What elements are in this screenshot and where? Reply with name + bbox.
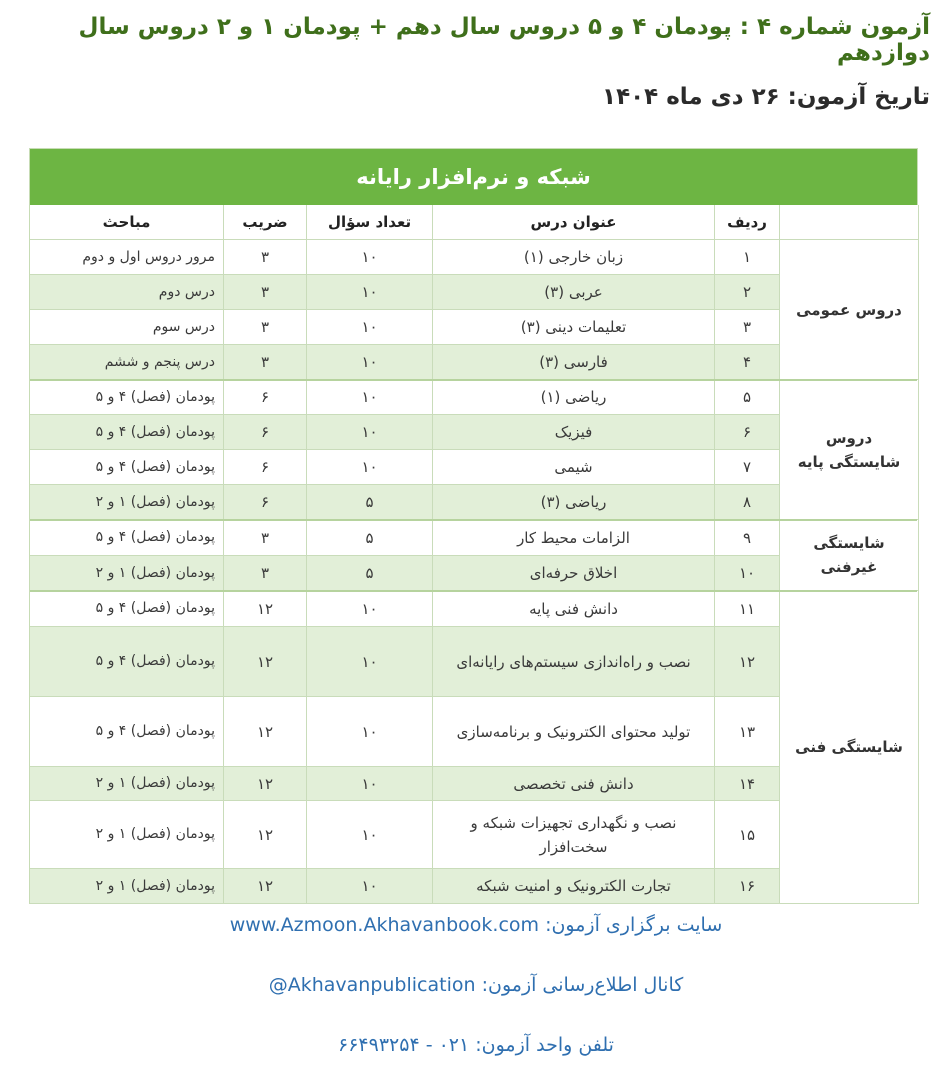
topics: پودمان (فصل) ۴ و ۵	[30, 380, 224, 415]
coefficient: ۱۲	[224, 627, 307, 697]
row-number: ۶	[715, 415, 780, 450]
exam-title: آزمون شماره ۴ : پودمان ۴ و ۵ دروس سال دهم + پودمان ۱ و ۲ دروس سال دوازدهم	[78, 14, 930, 66]
question-count: ۱۰	[307, 869, 433, 904]
coefficient: ۶	[224, 415, 307, 450]
group-divider	[30, 590, 917, 592]
footer-site	[0, 914, 952, 936]
question-count: ۱۰	[307, 345, 433, 380]
phone-number: ۰۲۱ - ۶۶۴۹۳۲۵۴	[338, 1034, 470, 1056]
footer-phone	[0, 1034, 952, 1056]
question-count: ۱۰	[307, 275, 433, 310]
row-number: ۸	[715, 485, 780, 520]
row-number: ۹	[715, 520, 780, 556]
lesson-title: نصب و نگهداری تجهیزات شبکه و سخت‌افزار	[433, 801, 715, 869]
coefficient: ۱۲	[224, 767, 307, 801]
group-divider	[30, 379, 917, 381]
lesson-title: اخلاق حرفه‌ای	[433, 556, 715, 591]
table-title: شبکه و نرم‌افزار رایانه	[30, 149, 917, 205]
group-label: دروس عمومی	[780, 240, 919, 380]
topics: درس سوم	[30, 310, 224, 345]
site-url-link[interactable]: www.Azmoon.Akhavanbook.com	[229, 914, 540, 936]
question-count: ۵	[307, 485, 433, 520]
coefficient: ۶	[224, 380, 307, 415]
lesson-title: الزامات محیط کار	[433, 520, 715, 556]
footer-channel	[0, 974, 952, 996]
topics: درس دوم	[30, 275, 224, 310]
topics: پودمان (فصل) ۴ و ۵	[30, 450, 224, 485]
question-count: ۱۰	[307, 380, 433, 415]
question-count: ۱۰	[307, 801, 433, 869]
topics: پودمان (فصل) ۱ و ۲	[30, 801, 224, 869]
lesson-title: نصب و راه‌اندازی سیستم‌های رایانه‌ای	[433, 627, 715, 697]
topics: پودمان (فصل) ۱ و ۲	[30, 767, 224, 801]
row-number: ۱۴	[715, 767, 780, 801]
question-count: ۵	[307, 520, 433, 556]
col-header-group	[780, 205, 919, 240]
topics: پودمان (فصل) ۱ و ۲	[30, 556, 224, 591]
question-count: ۱۰	[307, 240, 433, 275]
coefficient: ۶	[224, 450, 307, 485]
question-count: ۱۰	[307, 415, 433, 450]
question-count: ۱۰	[307, 697, 433, 767]
row-number: ۵	[715, 380, 780, 415]
coefficient: ۱۲	[224, 869, 307, 904]
row-number: ۱۱	[715, 591, 780, 627]
coefficient: ۳	[224, 275, 307, 310]
col-header-row: ردیف	[715, 205, 780, 240]
topics: پودمان (فصل) ۴ و ۵	[30, 415, 224, 450]
lesson-title: دانش فنی تخصصی	[433, 767, 715, 801]
topics: پودمان (فصل) ۴ و ۵	[30, 627, 224, 697]
lesson-title: زبان خارجی (۱)	[433, 240, 715, 275]
lesson-title: فیزیک	[433, 415, 715, 450]
col-header-count: تعداد سؤال	[307, 205, 433, 240]
lesson-title: تجارت الکترونیک و امنیت شبکه	[433, 869, 715, 904]
row-number: ۴	[715, 345, 780, 380]
col-header-coef: ضریب	[224, 205, 307, 240]
topics: پودمان (فصل) ۴ و ۵	[30, 591, 224, 627]
site-label: سایت برگزاری آزمون:	[545, 914, 723, 936]
question-count: ۱۰	[307, 450, 433, 485]
group-label: شایستگی غیرفنی	[780, 520, 919, 591]
lesson-title: تولید محتوای الکترونیک و برنامه‌سازی	[433, 697, 715, 767]
topics: پودمان (فصل) ۴ و ۵	[30, 697, 224, 767]
group-label: شایستگی فنی	[780, 591, 919, 904]
row-number: ۱۰	[715, 556, 780, 591]
row-number: ۱	[715, 240, 780, 275]
lesson-title: ریاضی (۱)	[433, 380, 715, 415]
coefficient: ۳	[224, 310, 307, 345]
row-number: ۱۶	[715, 869, 780, 904]
topics: پودمان (فصل) ۱ و ۲	[30, 485, 224, 520]
col-header-lesson: عنوان درس	[433, 205, 715, 240]
coefficient: ۱۲	[224, 591, 307, 627]
question-count: ۱۰	[307, 591, 433, 627]
group-label: دروس شایستگی پایه	[780, 380, 919, 520]
coefficient: ۱۲	[224, 697, 307, 767]
row-number: ۷	[715, 450, 780, 485]
channel-label: کانال اطلاع‌رسانی آزمون:	[481, 974, 684, 996]
exam-date: تاریخ آزمون: ۲۶ دی ماه ۱۴۰۴	[602, 84, 930, 110]
coefficient: ۳	[224, 520, 307, 556]
exam-schedule-table	[29, 148, 918, 904]
col-header-topics: مباحث	[30, 205, 224, 240]
lesson-title: عربی (۳)	[433, 275, 715, 310]
question-count: ۱۰	[307, 767, 433, 801]
coefficient: ۳	[224, 240, 307, 275]
question-count: ۱۰	[307, 627, 433, 697]
lesson-title: ریاضی (۳)	[433, 485, 715, 520]
topics: مرور دروس اول و دوم	[30, 240, 224, 275]
row-number: ۲	[715, 275, 780, 310]
topics: پودمان (فصل) ۱ و ۲	[30, 869, 224, 904]
coefficient: ۶	[224, 485, 307, 520]
row-number: ۱۵	[715, 801, 780, 869]
group-divider	[30, 519, 917, 521]
topics: پودمان (فصل) ۴ و ۵	[30, 520, 224, 556]
coefficient: ۳	[224, 556, 307, 591]
row-number: ۳	[715, 310, 780, 345]
row-number: ۱۳	[715, 697, 780, 767]
coefficient: ۱۲	[224, 801, 307, 869]
row-number: ۱۲	[715, 627, 780, 697]
question-count: ۱۰	[307, 310, 433, 345]
lesson-title: تعلیمات دینی (۳)	[433, 310, 715, 345]
topics: درس پنجم و ششم	[30, 345, 224, 380]
lesson-title: دانش فنی پایه	[433, 591, 715, 627]
coefficient: ۳	[224, 345, 307, 380]
phone-label: تلفن واحد آزمون:	[475, 1034, 614, 1056]
lesson-title: فارسی (۳)	[433, 345, 715, 380]
lesson-title: شیمی	[433, 450, 715, 485]
question-count: ۵	[307, 556, 433, 591]
channel-handle-link[interactable]: @Akhavanpublication	[268, 974, 476, 996]
